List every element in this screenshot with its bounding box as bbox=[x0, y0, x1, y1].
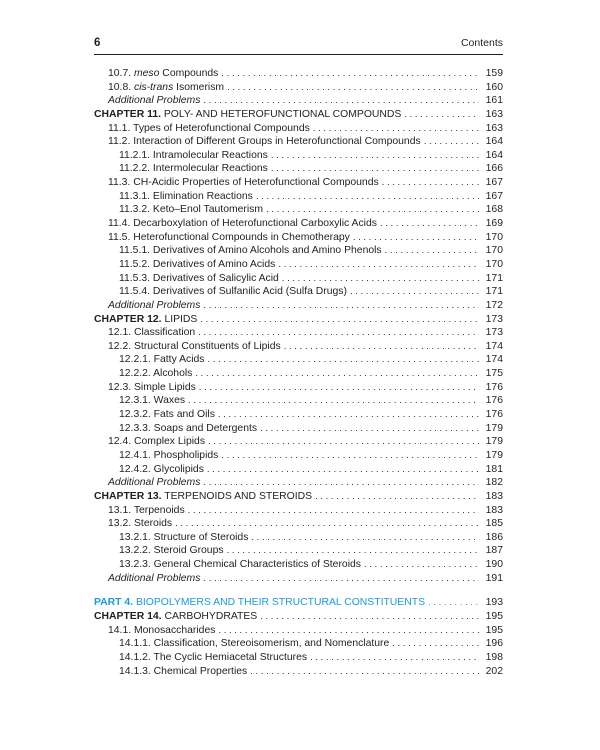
toc-entry-title bbox=[94, 490, 312, 504]
toc-entry-text: Derivatives of Amino Acids bbox=[152, 258, 276, 270]
toc-page-number: 167 bbox=[485, 190, 503, 202]
toc-entry-text: Monosaccharides bbox=[134, 624, 216, 636]
toc-entry-title bbox=[108, 572, 200, 586]
toc-entry-text: Structure of Steroids bbox=[153, 531, 249, 543]
toc-entry-number: 13.1. bbox=[108, 504, 134, 516]
toc-entry-title bbox=[119, 367, 192, 381]
dot-leaders bbox=[188, 504, 479, 518]
toc-entry-title bbox=[94, 313, 197, 327]
toc-entry[interactable] bbox=[94, 637, 503, 651]
dot-leaders bbox=[188, 394, 479, 408]
dot-leaders bbox=[428, 596, 479, 610]
toc-entry[interactable] bbox=[94, 272, 503, 286]
toc-entry-title bbox=[119, 651, 307, 665]
toc-entry-number: 12.3.2. bbox=[119, 409, 154, 421]
toc-entry-number: 11.3. bbox=[108, 177, 134, 189]
dot-leaders bbox=[218, 624, 479, 638]
toc-entry-number: 13.2. bbox=[108, 518, 134, 530]
toc-entry-number: 12.2.1. bbox=[119, 354, 154, 366]
toc-entry-number: 13.2.3. bbox=[119, 559, 154, 571]
toc-entry-text: Types of Heterofunctional Compounds bbox=[133, 122, 310, 134]
dot-leaders bbox=[203, 572, 479, 586]
toc-entry-title bbox=[119, 558, 361, 572]
toc-entry[interactable] bbox=[94, 326, 503, 340]
toc-entry-number: 12.2.2. bbox=[119, 368, 154, 380]
toc-entry[interactable] bbox=[94, 162, 503, 176]
toc-page-number: 195 bbox=[485, 610, 503, 622]
toc-page-number: 191 bbox=[485, 572, 503, 584]
toc-entry-number: 10.7. bbox=[108, 68, 134, 79]
toc-entry-title bbox=[108, 624, 215, 638]
toc-entry-number: CHAPTER 11. bbox=[94, 108, 161, 120]
toc-entry-title bbox=[108, 476, 200, 490]
toc-page-number: 179 bbox=[485, 436, 503, 448]
toc-entry-number: 12.3.3. bbox=[119, 422, 154, 434]
toc-entry-title bbox=[119, 463, 204, 477]
toc-entry-text: Isomerism bbox=[173, 81, 225, 93]
toc-entry-text: LIPIDS bbox=[161, 313, 198, 325]
toc-entry-text: Steroids bbox=[134, 518, 173, 530]
toc-page-number: 179 bbox=[485, 422, 503, 434]
toc-entry-number: 11.3.1. bbox=[119, 190, 153, 202]
toc-entry-text: Phospholipids bbox=[153, 449, 219, 461]
toc-entry-title bbox=[94, 108, 401, 122]
toc-entry-title bbox=[119, 258, 275, 272]
dot-leaders bbox=[382, 176, 479, 190]
toc-entry[interactable] bbox=[94, 381, 503, 395]
toc-entry[interactable] bbox=[94, 190, 503, 204]
toc-entry-text: Intramolecular Reactions bbox=[152, 149, 268, 161]
dot-leaders bbox=[218, 408, 479, 422]
toc-entry-title bbox=[108, 326, 195, 340]
dot-leaders bbox=[208, 353, 480, 367]
dot-leaders bbox=[271, 162, 479, 176]
toc-entry-number: 11.5. bbox=[108, 231, 134, 243]
toc-entry-number: 12.1. bbox=[108, 327, 134, 339]
toc-page-number: 190 bbox=[485, 559, 503, 571]
toc-entry-italic-text: Additional Problems bbox=[108, 299, 201, 311]
toc-entry[interactable] bbox=[94, 122, 503, 136]
toc-entry[interactable] bbox=[94, 624, 503, 638]
toc-entry-text: Derivatives of Salicylic Acid bbox=[152, 272, 279, 284]
toc-entry-title bbox=[108, 94, 200, 108]
dot-leaders bbox=[260, 422, 479, 436]
toc-page-number: 160 bbox=[485, 81, 503, 93]
toc-page-number: 183 bbox=[485, 504, 503, 516]
toc-entry-number: 14.1.3. bbox=[119, 665, 154, 677]
toc-entry-title bbox=[108, 435, 205, 449]
toc-entry-number: 11.2.2. bbox=[119, 163, 153, 175]
toc-page-number: 196 bbox=[485, 638, 503, 650]
toc-page-number: 174 bbox=[485, 340, 503, 352]
toc-entry-text: Keto–Enol Tautomerism bbox=[152, 204, 264, 216]
toc-entry-title bbox=[119, 408, 215, 422]
toc-entry-text: Steroid Groups bbox=[153, 545, 224, 557]
toc-entry-number: 10.8. bbox=[108, 81, 134, 93]
toc-entry-text: POLY- AND HETEROFUNCTIONAL COMPOUNDS bbox=[160, 108, 402, 120]
toc-entry-title bbox=[108, 122, 310, 136]
toc-page-number: 174 bbox=[485, 354, 503, 366]
toc-entry-text: Waxes bbox=[153, 395, 186, 407]
toc-entry-title bbox=[108, 81, 224, 95]
toc-entry[interactable] bbox=[94, 651, 503, 665]
toc-entry-title bbox=[119, 203, 263, 217]
toc-page-number: 161 bbox=[485, 95, 503, 107]
toc-entry-text: Derivatives of Amino Alcohols and Amino Phenols bbox=[152, 245, 382, 257]
toc-entry-number: 12.3.1. bbox=[119, 395, 154, 407]
dot-leaders bbox=[278, 258, 479, 272]
dot-leaders bbox=[221, 67, 479, 81]
toc-entry[interactable] bbox=[94, 367, 503, 381]
toc-entry-title bbox=[108, 217, 377, 231]
header-rule bbox=[94, 54, 503, 55]
toc-entry[interactable] bbox=[94, 353, 503, 367]
dot-leaders bbox=[424, 135, 479, 149]
toc-entry-text: Derivatives of Sulfanilic Acid (Sulfa Drugs) bbox=[152, 286, 347, 298]
toc-entry-title bbox=[119, 665, 247, 679]
toc-entry[interactable] bbox=[94, 531, 503, 545]
toc-page-number: 186 bbox=[485, 531, 503, 543]
toc-entry[interactable] bbox=[94, 203, 503, 217]
toc-entry-text: The Cyclic Hemiacetal Structures bbox=[153, 651, 308, 663]
toc-entry-number: 11.5.2. bbox=[119, 258, 153, 270]
dot-leaders bbox=[380, 217, 479, 231]
toc-entry-text: Classification, Stereoisomerism, and Nomenclature bbox=[153, 638, 390, 650]
toc-entry-text: Fatty Acids bbox=[153, 354, 205, 366]
dot-leaders bbox=[284, 340, 479, 354]
table-of-contents bbox=[94, 67, 503, 678]
toc-entry[interactable] bbox=[94, 408, 503, 422]
toc-page-number: 169 bbox=[485, 218, 503, 230]
toc-entry[interactable] bbox=[94, 149, 503, 163]
dot-leaders bbox=[250, 665, 479, 679]
toc-page-number: 175 bbox=[485, 368, 503, 380]
toc-entry[interactable] bbox=[94, 449, 503, 463]
toc-entry-text: Compounds bbox=[159, 68, 219, 79]
toc-entry-title bbox=[119, 272, 279, 286]
toc-entry-text: Simple Lipids bbox=[134, 381, 196, 393]
toc-entry-text: CH-Acidic Properties of Heterofunctional Compounds bbox=[133, 177, 379, 189]
page-header bbox=[94, 36, 503, 50]
toc-entry-number: 11.2.1. bbox=[119, 149, 153, 161]
toc-entry[interactable] bbox=[94, 504, 503, 518]
toc-entry-number: 14.1.2. bbox=[119, 651, 154, 663]
toc-page-number: 163 bbox=[485, 108, 503, 120]
dot-leaders bbox=[195, 367, 479, 381]
dot-leaders bbox=[315, 490, 479, 504]
toc-chapter-entry[interactable] bbox=[94, 490, 503, 504]
toc-entry[interactable] bbox=[94, 422, 503, 436]
toc-entry-italic-text: meso bbox=[134, 68, 160, 79]
toc-page-number: 164 bbox=[485, 149, 503, 161]
toc-entry-title bbox=[119, 394, 185, 408]
dot-leaders bbox=[313, 122, 479, 136]
toc-entry-text: Elimination Reactions bbox=[152, 190, 253, 202]
toc-page-number: 187 bbox=[485, 545, 503, 557]
toc-entry[interactable] bbox=[94, 340, 503, 354]
toc-entry-number: 12.2. bbox=[108, 340, 134, 352]
toc-entry-text: Alcohols bbox=[153, 368, 193, 380]
toc-entry-italic-text: Additional Problems bbox=[108, 477, 201, 489]
toc-entry-text: Heterofunctional Compounds in Chemotherapy bbox=[133, 231, 350, 243]
toc-entry-text: Classification bbox=[134, 327, 196, 339]
toc-page-number: 163 bbox=[485, 122, 503, 134]
toc-entry-title bbox=[119, 149, 268, 163]
dot-leaders bbox=[404, 108, 479, 122]
toc-entry-number: 12.4.2. bbox=[119, 463, 154, 475]
toc-entry-title bbox=[119, 162, 268, 176]
toc-page-number: 159 bbox=[485, 68, 503, 79]
dot-leaders bbox=[203, 94, 479, 108]
toc-entry-number: 12.4.1. bbox=[119, 449, 154, 461]
toc-entry-number: 14.1. bbox=[108, 624, 134, 636]
dot-leaders bbox=[385, 244, 479, 258]
dot-leaders bbox=[271, 149, 479, 163]
toc-chapter-entry[interactable] bbox=[94, 610, 503, 624]
toc-entry-title bbox=[119, 285, 347, 299]
dot-leaders bbox=[282, 272, 479, 286]
toc-page-number: 172 bbox=[485, 299, 503, 311]
toc-chapter-entry[interactable] bbox=[94, 313, 503, 327]
toc-page-number: 170 bbox=[485, 258, 503, 270]
toc-entry[interactable] bbox=[94, 258, 503, 272]
running-title: Contents bbox=[460, 37, 503, 49]
toc-entry-title bbox=[94, 596, 425, 610]
toc-page-number: 179 bbox=[485, 449, 503, 461]
dot-leaders bbox=[392, 637, 479, 651]
toc-page-number: 168 bbox=[485, 204, 503, 216]
toc-page-number: 176 bbox=[485, 409, 503, 421]
toc-entry-number: 11.5.4. bbox=[119, 286, 153, 298]
toc-entry-title bbox=[119, 244, 382, 258]
toc-entry[interactable] bbox=[94, 572, 503, 586]
toc-entry-title bbox=[108, 504, 185, 518]
dot-leaders bbox=[208, 435, 479, 449]
toc-entry-text: BIOPOLYMERS AND THEIR STRUCTURAL CONSTITUENTS bbox=[133, 597, 426, 609]
toc-page-number: 164 bbox=[485, 136, 503, 148]
toc-entry-number: 12.3. bbox=[108, 381, 134, 393]
toc-entry[interactable] bbox=[94, 81, 503, 95]
dot-leaders bbox=[198, 326, 479, 340]
toc-entry[interactable] bbox=[94, 435, 503, 449]
toc-entry-title bbox=[108, 135, 421, 149]
dot-leaders bbox=[199, 381, 479, 395]
toc-entry-number: CHAPTER 12. bbox=[94, 313, 162, 325]
dot-leaders bbox=[251, 531, 479, 545]
toc-page-number: 181 bbox=[485, 463, 503, 475]
toc-entry[interactable] bbox=[94, 176, 503, 190]
toc-entry-title bbox=[119, 449, 218, 463]
toc-entry[interactable] bbox=[94, 231, 503, 245]
toc-page-number: 176 bbox=[485, 381, 503, 393]
toc-entry-title bbox=[108, 176, 379, 190]
dot-leaders bbox=[221, 449, 479, 463]
toc-entry[interactable] bbox=[94, 665, 503, 679]
toc-entry[interactable] bbox=[94, 558, 503, 572]
toc-entry[interactable] bbox=[94, 463, 503, 477]
toc-page-number: 182 bbox=[485, 477, 503, 489]
toc-page-number: 166 bbox=[485, 163, 503, 175]
toc-entry-title bbox=[119, 637, 389, 651]
toc-entry-number: CHAPTER 14. bbox=[94, 610, 162, 622]
toc-entry-text: Glycolipids bbox=[153, 463, 204, 475]
toc-page-number: 198 bbox=[485, 651, 503, 663]
toc-page-number: 170 bbox=[485, 231, 503, 243]
toc-entry-text: TERPENOIDS AND STEROIDS bbox=[161, 490, 313, 502]
toc-entry[interactable] bbox=[94, 299, 503, 313]
dot-leaders bbox=[310, 651, 479, 665]
toc-chapter-entry[interactable] bbox=[94, 108, 503, 122]
toc-entry-number: 14.1.1. bbox=[119, 638, 154, 650]
toc-page-number: 173 bbox=[485, 327, 503, 339]
toc-page-number: 176 bbox=[485, 395, 503, 407]
toc-entry-title bbox=[119, 353, 205, 367]
dot-leaders bbox=[260, 610, 479, 624]
toc-page-number: 173 bbox=[485, 313, 503, 325]
toc-entry-text: Fats and Oils bbox=[153, 409, 215, 421]
toc-entry-title bbox=[119, 190, 253, 204]
toc-page-number: 185 bbox=[485, 518, 503, 530]
toc-entry-number: 13.2.2. bbox=[119, 545, 154, 557]
toc-entry-title bbox=[94, 610, 257, 624]
toc-entry[interactable] bbox=[94, 135, 503, 149]
toc-entry-title bbox=[108, 299, 200, 313]
toc-entry-text: Structural Constituents of Lipids bbox=[134, 340, 281, 352]
dot-leaders bbox=[200, 313, 479, 327]
toc-entry-text: Terpenoids bbox=[133, 504, 185, 516]
toc-page-number: 171 bbox=[485, 286, 503, 298]
toc-entry-number: 11.2. bbox=[108, 136, 134, 148]
toc-entry[interactable] bbox=[94, 285, 503, 299]
dot-leaders bbox=[350, 285, 479, 299]
toc-entry-text: General Chemical Characteristics of Steroids bbox=[153, 559, 361, 571]
dot-leaders bbox=[203, 299, 479, 313]
toc-entry-italic-text: cis-trans bbox=[134, 81, 174, 93]
toc-entry-number: 12.4. bbox=[108, 436, 134, 448]
toc-entry[interactable] bbox=[94, 394, 503, 408]
toc-entry-text: CARBOHYDRATES bbox=[161, 610, 258, 622]
toc-entry[interactable] bbox=[94, 67, 503, 81]
dot-leaders bbox=[175, 517, 479, 531]
toc-entry-title bbox=[119, 544, 224, 558]
toc-entry-text: Intermolecular Reactions bbox=[152, 163, 268, 175]
page-number: 6 bbox=[94, 37, 101, 49]
toc-page-number: 195 bbox=[485, 624, 503, 636]
dot-leaders bbox=[207, 463, 479, 477]
toc-entry-text: Complex Lipids bbox=[134, 436, 206, 448]
toc-entry-number: 11.3.2. bbox=[119, 204, 153, 216]
toc-entry-italic-text: Additional Problems bbox=[108, 95, 201, 107]
toc-entry-title bbox=[119, 531, 248, 545]
toc-entry-number: CHAPTER 13. bbox=[94, 490, 162, 502]
dot-leaders bbox=[227, 81, 479, 95]
toc-entry-text: Chemical Properties bbox=[153, 665, 248, 677]
dot-leaders bbox=[364, 558, 479, 572]
toc-entry[interactable] bbox=[94, 217, 503, 231]
dot-leaders bbox=[266, 203, 479, 217]
toc-page-number: 193 bbox=[485, 597, 503, 609]
toc-entry-number: 11.4. bbox=[108, 218, 134, 230]
dot-leaders bbox=[203, 476, 479, 490]
toc-entry[interactable] bbox=[94, 94, 503, 108]
toc-part-entry[interactable] bbox=[94, 596, 503, 610]
toc-entry-number: PART 4. bbox=[94, 597, 134, 609]
toc-page-number: 171 bbox=[485, 272, 503, 284]
toc-page-number: 170 bbox=[485, 245, 503, 257]
toc-entry[interactable] bbox=[94, 476, 503, 490]
dot-leaders bbox=[353, 231, 479, 245]
toc-entry-title bbox=[119, 422, 257, 436]
toc-entry[interactable] bbox=[94, 517, 503, 531]
toc-entry-title bbox=[108, 517, 172, 531]
toc-entry-text: Interaction of Different Groups in Heterofunctional Compounds bbox=[133, 136, 421, 148]
toc-entry-number: 11.1. bbox=[108, 122, 134, 134]
dot-leaders bbox=[227, 544, 479, 558]
toc-page-number: 167 bbox=[485, 177, 503, 189]
toc-entry-number: 11.5.1. bbox=[119, 245, 153, 257]
toc-entry-text: Decarboxylation of Heterofunctional Carboxylic Acids bbox=[133, 218, 377, 230]
toc-entry-number: 13.2.1. bbox=[119, 531, 154, 543]
toc-entry-title bbox=[108, 231, 350, 245]
toc-entry-title bbox=[108, 340, 281, 354]
dot-leaders bbox=[256, 190, 479, 204]
toc-page-number: 202 bbox=[485, 665, 503, 677]
toc-entry-title bbox=[108, 67, 218, 81]
toc-entry[interactable] bbox=[94, 244, 503, 258]
toc-entry-number: 11.5.3. bbox=[119, 272, 153, 284]
toc-page-number: 183 bbox=[485, 490, 503, 502]
toc-entry-italic-text: Additional Problems bbox=[108, 572, 201, 584]
toc-entry-title bbox=[108, 381, 196, 395]
toc-entry[interactable] bbox=[94, 544, 503, 558]
toc-entry-text: Soaps and Detergents bbox=[153, 422, 258, 434]
